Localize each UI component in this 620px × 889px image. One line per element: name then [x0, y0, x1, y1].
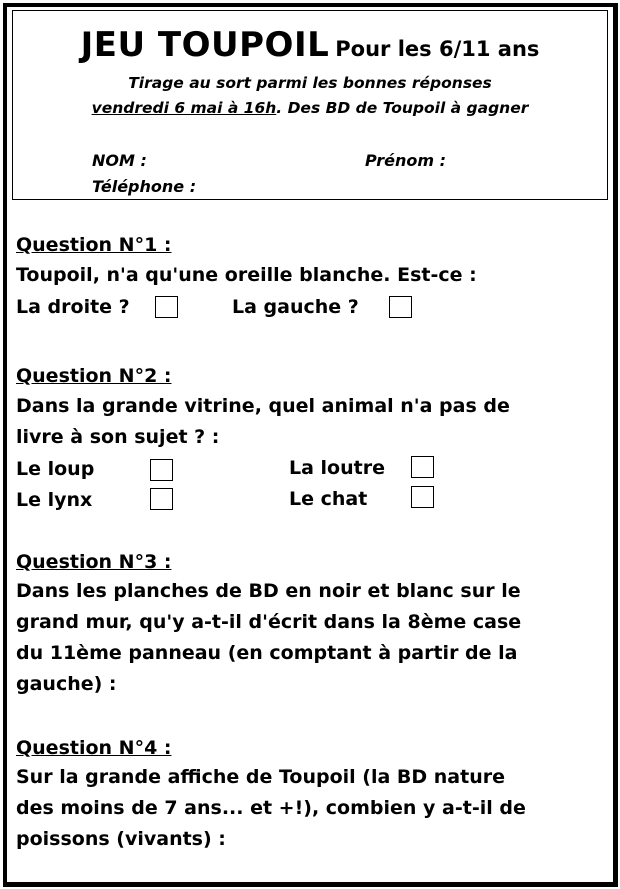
question-4-line-1: Sur la grande affiche de Toupoil (la BD nature — [16, 766, 505, 788]
question-1-title: Question N°1 : — [16, 234, 172, 256]
question-2-line-2: livre à son sujet ? : — [16, 426, 220, 448]
q1-option-right: La droite ? — [16, 296, 130, 318]
title-main: JEU TOUPOIL — [80, 25, 330, 65]
question-2-title: Question N°2 : — [16, 365, 172, 387]
prenom-field-label[interactable]: Prénom : — [365, 151, 446, 170]
q2-lynx-checkbox[interactable] — [150, 488, 173, 510]
q2-option-loutre: La loutre — [289, 457, 385, 479]
question-3-line-3: du 11ème panneau (en comptant à partir de la — [16, 642, 518, 664]
q1-option-left: La gauche ? — [232, 296, 359, 318]
draw-date: vendredi 6 mai à 16h — [91, 99, 277, 117]
question-3-line-2: grand mur, qu'y a-t-il d'écrit dans la 8ème case — [16, 611, 522, 633]
question-3-line-1: Dans les planches de BD en noir et blanc sur le — [16, 580, 521, 602]
telephone-field-label[interactable]: Téléphone : — [92, 177, 197, 196]
question-4-line-2: des moins de 7 ans... et +!), combien y a-t-il de — [16, 797, 526, 819]
title-subtitle: Pour les 6/11 ans — [335, 37, 540, 61]
q2-loup-checkbox[interactable] — [150, 459, 173, 481]
question-1-line-1: Toupoil, n'a qu'une oreille blanche. Est-ce : — [16, 264, 477, 286]
draw-info-rest: . Des BD de Toupoil à gagner — [276, 99, 529, 117]
q1-right-checkbox[interactable] — [155, 296, 178, 318]
q2-option-chat: Le chat — [289, 488, 368, 510]
header-box — [12, 10, 608, 200]
draw-info-line1: Tirage au sort parmi les bonnes réponses — [128, 74, 492, 92]
q2-option-loup: Le loup — [16, 458, 95, 480]
q2-option-lynx: Le lynx — [16, 489, 93, 511]
q2-loutre-checkbox[interactable] — [411, 456, 434, 478]
page-title — [12, 25, 608, 65]
question-4-title: Question N°4 : — [16, 737, 172, 759]
q2-chat-checkbox[interactable] — [411, 486, 434, 508]
question-2-line-1: Dans la grande vitrine, quel animal n'a pas de — [16, 395, 510, 417]
question-3-title: Question N°3 : — [16, 551, 172, 573]
q1-left-checkbox[interactable] — [389, 296, 412, 318]
nom-field-label[interactable]: NOM : — [92, 151, 147, 170]
draw-info-line2 — [12, 99, 608, 117]
question-3-line-4: gauche) : — [16, 673, 117, 695]
question-4-line-3: poissons (vivants) : — [16, 828, 226, 850]
